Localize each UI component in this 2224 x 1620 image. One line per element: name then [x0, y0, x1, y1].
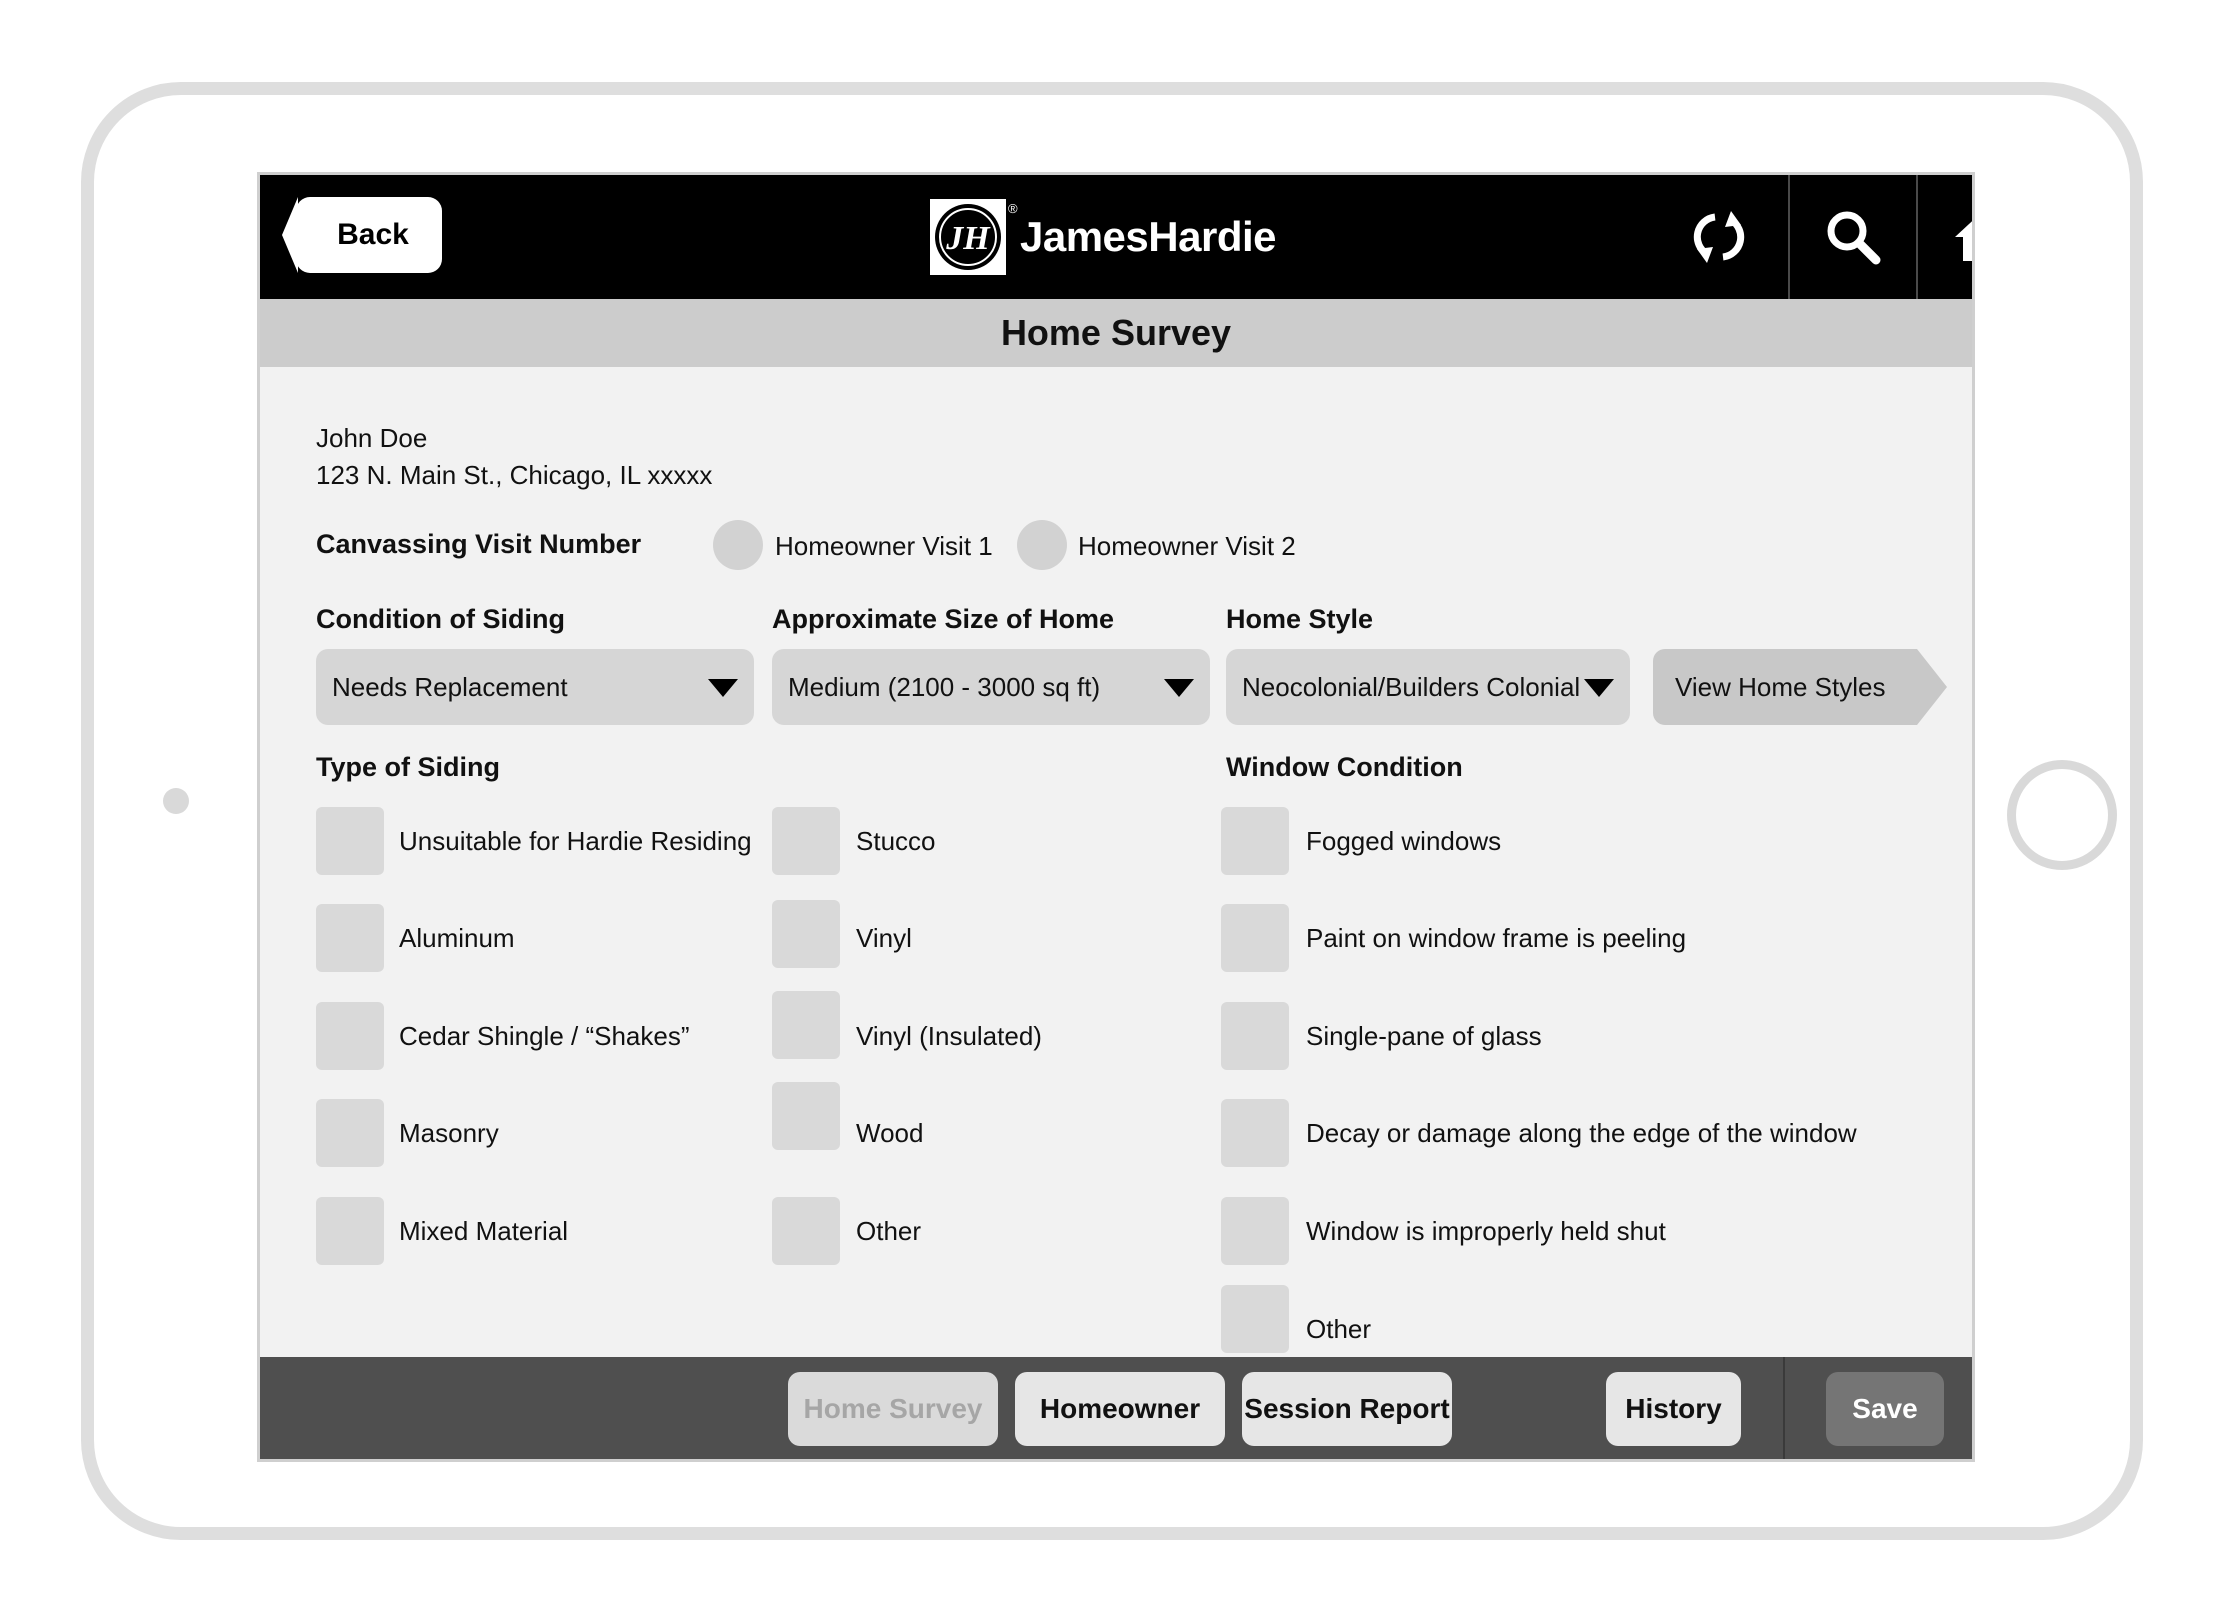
tab-session-report[interactable]: Session Report — [1242, 1372, 1452, 1446]
tablet-camera — [163, 788, 189, 814]
checkbox-vinyl-label: Vinyl — [856, 923, 912, 953]
search-button[interactable] — [1788, 175, 1916, 299]
checkbox-paint-peeling-label: Paint on window frame is peeling — [1306, 923, 1687, 953]
brand-name: JamesHardie — [1020, 213, 1276, 260]
jh-logo-icon — [930, 199, 1006, 275]
checkbox-fogged-windows-label: Fogged windows — [1306, 826, 1502, 856]
condition-of-siding-value: Needs Replacement — [332, 671, 568, 702]
checkbox-fogged-windows[interactable] — [1221, 807, 1289, 875]
checkbox-decay-damage-label: Decay or damage along the edge of the window — [1306, 1118, 1857, 1148]
tab-home-survey[interactable]: Home Survey — [788, 1372, 998, 1446]
checkbox-paint-peeling[interactable] — [1221, 904, 1289, 972]
home-style-select[interactable] — [1226, 649, 1630, 725]
checkbox-cedar-shingle-label: Cedar Shingle / “Shakes” — [399, 1021, 690, 1051]
app-screen — [257, 172, 1975, 1462]
save-button[interactable]: Save — [1826, 1372, 1944, 1446]
sync-button[interactable] — [1656, 175, 1782, 299]
back-button-label: Back — [337, 218, 409, 251]
svg-text:JH: JH — [946, 220, 990, 257]
checkbox-siding-other-label: Other — [856, 1216, 922, 1246]
radio-homeowner-visit-2-label: Homeowner Visit 2 — [1078, 531, 1296, 561]
radio-homeowner-visit-1[interactable] — [713, 520, 763, 570]
history-button[interactable]: History — [1606, 1372, 1741, 1446]
type-of-siding-label: Type of Siding — [316, 752, 500, 782]
chevron-down-icon — [708, 679, 738, 697]
window-condition-label: Window Condition — [1226, 752, 1463, 782]
checkbox-mixed-material[interactable] — [316, 1197, 384, 1265]
checkbox-aluminum[interactable] — [316, 904, 384, 972]
checkbox-stucco[interactable] — [772, 807, 840, 875]
checkbox-wood-label: Wood — [856, 1118, 924, 1148]
customer-name: John Doe — [316, 423, 428, 453]
checkbox-aluminum-label: Aluminum — [399, 923, 515, 953]
visit-number-label: Canvassing Visit Number — [316, 529, 642, 559]
approximate-size-label: Approximate Size of Home — [772, 604, 1115, 634]
checkbox-cedar-shingle[interactable] — [316, 1002, 384, 1070]
search-icon — [1823, 207, 1883, 267]
checkbox-improperly-held-shut-label: Window is improperly held shut — [1306, 1216, 1666, 1246]
checkbox-vinyl[interactable] — [772, 900, 840, 968]
chevron-down-icon — [1164, 679, 1194, 697]
brand-logo — [930, 197, 1276, 277]
approximate-size-value: Medium (2100 - 3000 sq ft) — [788, 671, 1101, 702]
home-button-area[interactable] — [1916, 175, 1975, 299]
radio-homeowner-visit-2[interactable] — [1017, 520, 1067, 570]
home-style-label: Home Style — [1226, 604, 1374, 634]
checkbox-improperly-held-shut[interactable] — [1221, 1197, 1289, 1265]
condition-of-siding-label: Condition of Siding — [316, 604, 565, 634]
checkbox-single-pane[interactable] — [1221, 1002, 1289, 1070]
chevron-down-icon — [1584, 679, 1614, 697]
checkbox-single-pane-label: Single-pane of glass — [1306, 1021, 1542, 1051]
checkbox-unsuitable-label: Unsuitable for Hardie Residing — [399, 826, 752, 856]
checkbox-decay-damage[interactable] — [1221, 1099, 1289, 1167]
home-icon — [1953, 211, 1975, 263]
checkbox-window-other[interactable] — [1221, 1285, 1289, 1353]
back-button[interactable] — [296, 197, 442, 273]
top-bar — [260, 175, 1972, 299]
checkbox-unsuitable[interactable] — [316, 807, 384, 875]
brand-registered-mark: ® — [1008, 201, 1018, 216]
customer-address: 123 N. Main St., Chicago, IL xxxxx — [316, 460, 713, 490]
home-style-value: Neocolonial/Builders Colonial — [1242, 671, 1581, 702]
view-home-styles-label: View Home Styles — [1675, 671, 1886, 702]
checkbox-vinyl-insulated-label: Vinyl (Insulated) — [856, 1021, 1042, 1051]
checkbox-siding-other[interactable] — [772, 1197, 840, 1265]
checkbox-stucco-label: Stucco — [856, 826, 936, 856]
tab-homeowner[interactable]: Homeowner — [1015, 1372, 1225, 1446]
page-title-bar — [260, 299, 1972, 367]
checkbox-vinyl-insulated[interactable] — [772, 991, 840, 1059]
view-home-styles-button[interactable] — [1653, 649, 1917, 725]
condition-of-siding-select[interactable] — [316, 649, 754, 725]
sync-icon — [1689, 207, 1749, 267]
checkbox-mixed-material-label: Mixed Material — [399, 1216, 569, 1246]
page-title: Home Survey — [1000, 312, 1232, 353]
checkbox-wood[interactable] — [772, 1082, 840, 1150]
radio-homeowner-visit-1-label: Homeowner Visit 1 — [775, 531, 993, 561]
checkbox-window-other-label: Other — [1306, 1314, 1372, 1344]
approximate-size-select[interactable] — [772, 649, 1210, 725]
checkbox-masonry-label: Masonry — [399, 1118, 499, 1148]
tablet-home-button — [2007, 760, 2117, 870]
bottom-bar-divider — [1783, 1357, 1785, 1462]
bottom-bar — [260, 1357, 1972, 1462]
checkbox-masonry[interactable] — [316, 1099, 384, 1167]
